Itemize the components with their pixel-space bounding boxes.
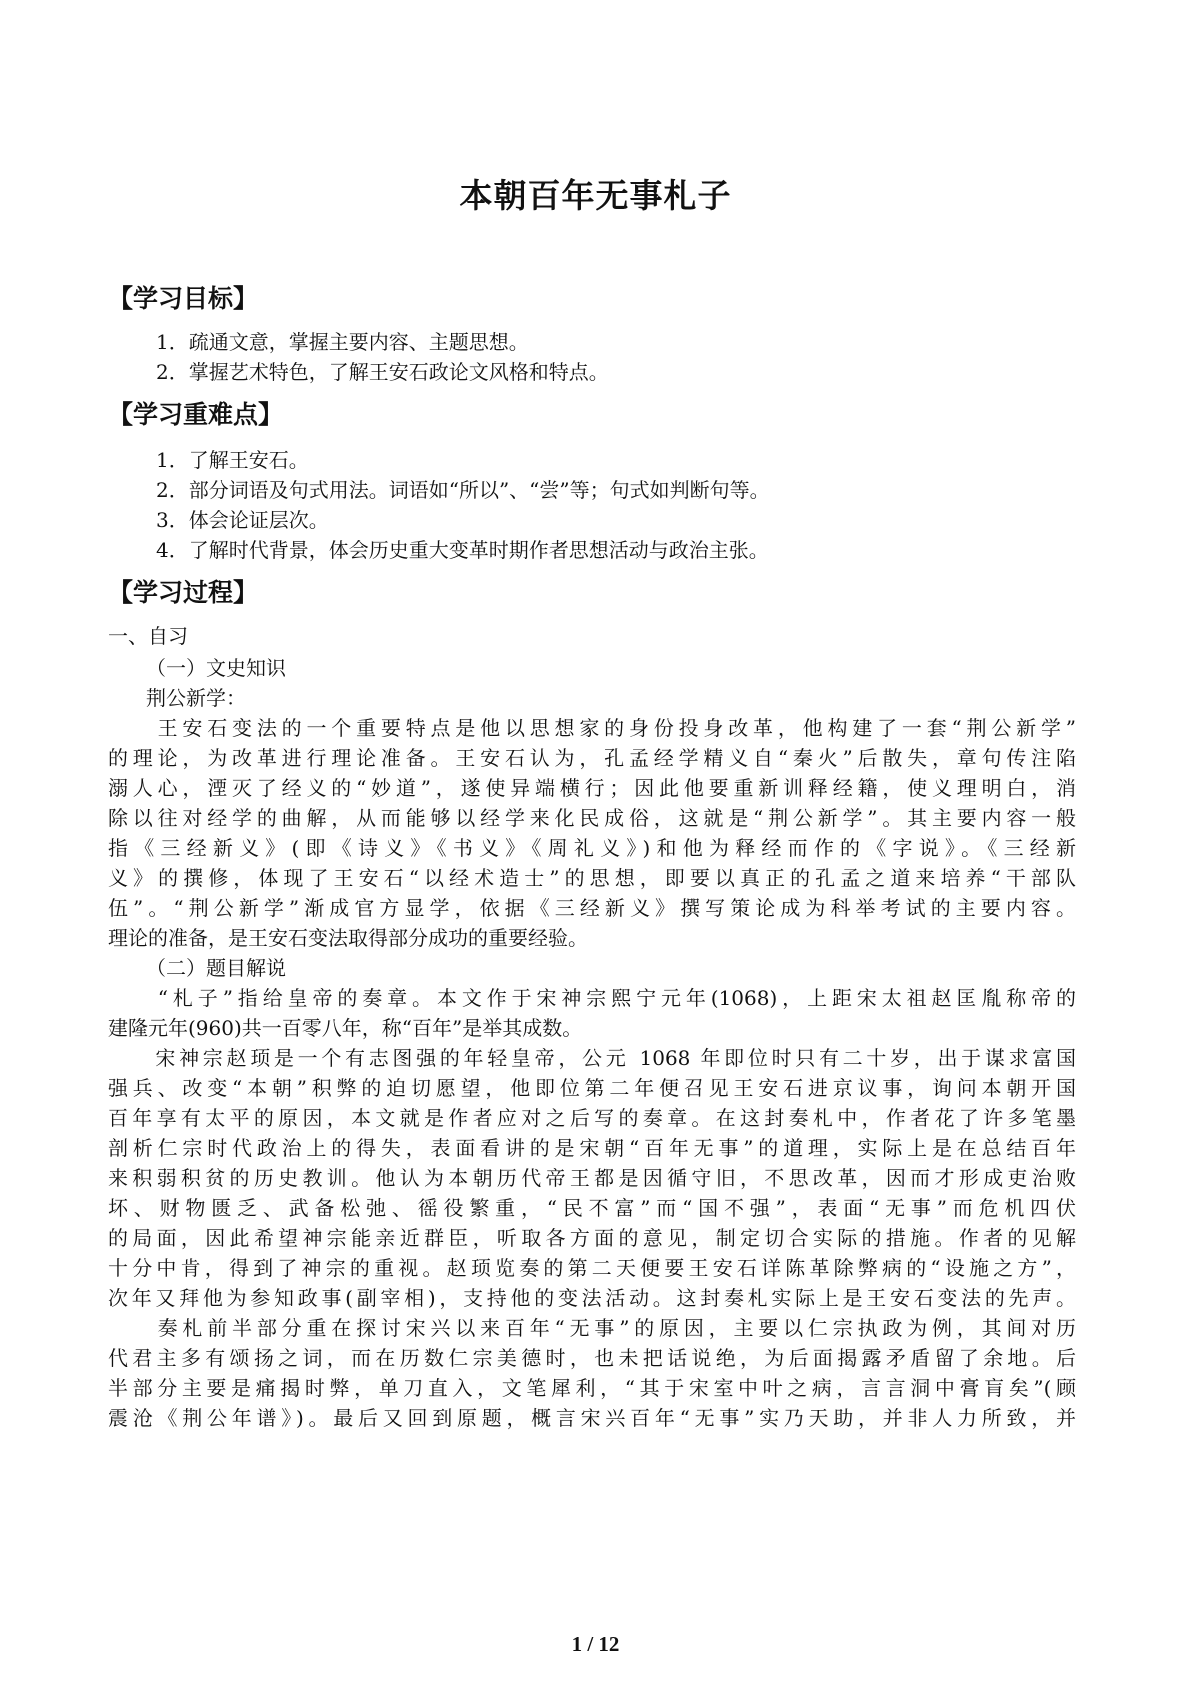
section-heading-goals: 【学习目标】	[108, 284, 259, 313]
paragraph-line: 溺人心，湮灭了经义的“妙道”，遂使异端横行；因此他要重新训释经籍，使义理明白，消	[108, 776, 1076, 800]
paragraph-line: 百年享有太平的原因，本文就是作者应对之后写的奏章。在这封奏札中，作者花了许多笔墨	[108, 1106, 1076, 1130]
page-number: 1 / 12	[571, 1632, 620, 1656]
difficulty-item: 3．体会论证层次。	[156, 508, 329, 532]
paragraph-line: 的理论，为改革进行理论准备。王安石认为，孔孟经学精义自“秦火”后散失，章句传注陷	[108, 746, 1076, 770]
difficulty-item: 4．了解时代背景，体会历史重大变革时期作者思想活动与政治主张。	[156, 538, 769, 562]
paragraph-line: 义》的撰修，体现了王安石“以经术造士”的思想，即要以真正的孔孟之道来培养“干部队	[108, 866, 1076, 890]
paragraph-line: 来积弱积贫的历史教训。他认为本朝历代帝王都是因循守旧，不思改革，因而才形成吏治败	[108, 1166, 1076, 1190]
topic-label: 荆公新学：	[146, 686, 246, 710]
subsection-self-study: 一、自习	[108, 624, 188, 648]
subsection-title-explanation: （二）题目解说	[146, 956, 286, 980]
paragraph-line: 宋神宗赵顼是一个有志图强的年轻皇帝，公元 1068 年即位时只有二十岁，出于谋求富国	[108, 1046, 1076, 1070]
paragraph-line: 除以往对经学的曲解，从而能够以经学来化民成俗，这就是“荆公新学”。其主要内容一般	[108, 806, 1076, 830]
paragraph-line: 十分中肯，得到了神宗的重视。赵顼览奏的第二天便要王安石详陈革除弊病的“设施之方”，	[108, 1256, 1076, 1280]
section-heading-difficulties: 【学习重难点】	[108, 400, 284, 429]
paragraph-line: 奏札前半部分重在探讨宋兴以来百年“无事”的原因，主要以仁宗执政为例，其间对历	[108, 1316, 1076, 1340]
difficulty-item: 1．了解王安石。	[156, 448, 309, 472]
paragraph-line: 指《三经新义》(即《诗义》《书义》《周礼义》)和他为释经而作的《字说》。《三经新	[108, 836, 1076, 860]
paragraph-line: 代君主多有颂扬之词，而在历数仁宗美德时，也未把话说绝，为后面揭露矛盾留了余地。后	[108, 1346, 1076, 1370]
subsection-history-knowledge: （一）文史知识	[146, 656, 286, 680]
goal-item: 2．掌握艺术特色，了解王安石政论文风格和特点。	[156, 360, 609, 384]
paragraph-line: 坏、财物匮乏、武备松弛、徭役繁重，“民不富”而“国不强”，表面“无事”而危机四伏	[108, 1196, 1076, 1220]
paragraph-line: “札子”指给皇帝的奏章。本文作于宋神宗熙宁元年(1068)，上距宋太祖赵匡胤称帝的	[108, 986, 1076, 1010]
paragraph-line: 剖析仁宗时代政治上的得失，表面看讲的是宋朝“百年无事”的道理，实际上是在总结百年	[108, 1136, 1076, 1160]
paragraph-line: 震沧《荆公年谱》)。最后又回到原题，概言宋兴百年“无事”实乃天助，并非人力所致，并	[108, 1406, 1076, 1430]
paragraph-line: 的局面，因此希望神宗能亲近群臣，听取各方面的意见，制定切合实际的措施。作者的见解	[108, 1226, 1076, 1250]
difficulty-item: 2．部分词语及句式用法。词语如“所以”、“尝”等；句式如判断句等。	[156, 478, 770, 502]
paragraph-line: 次年又拜他为参知政事(副宰相)，支持他的变法活动。这封奏札实际上是王安石变法的先声。	[108, 1286, 1076, 1310]
paragraph-line: 理论的准备，是王安石变法取得部分成功的重要经验。	[108, 926, 588, 950]
paragraph-line: 王安石变法的一个重要特点是他以思想家的身份投身改革，他构建了一套“荆公新学”	[108, 716, 1076, 740]
section-heading-process: 【学习过程】	[108, 578, 259, 607]
paragraph-line: 建隆元年(960)共一百零八年，称“百年”是举其成数。	[108, 1016, 583, 1040]
goal-item: 1．疏通文意，掌握主要内容、主题思想。	[156, 330, 529, 354]
paragraph-line: 伍”。“荆公新学”渐成官方显学，依据《三经新义》撰写策论成为科举考试的主要内容。	[108, 896, 1076, 920]
paragraph-line: 半部分主要是痛揭时弊，单刀直入，文笔犀利，“其于宋室中叶之病，言言洞中膏肓矣”(顾	[108, 1376, 1076, 1400]
paragraph-line: 强兵、改变“本朝”积弊的迫切愿望，他即位第二年便召见王安石进京议事，询问本朝开国	[108, 1076, 1076, 1100]
page-title: 本朝百年无事札子	[459, 176, 732, 215]
